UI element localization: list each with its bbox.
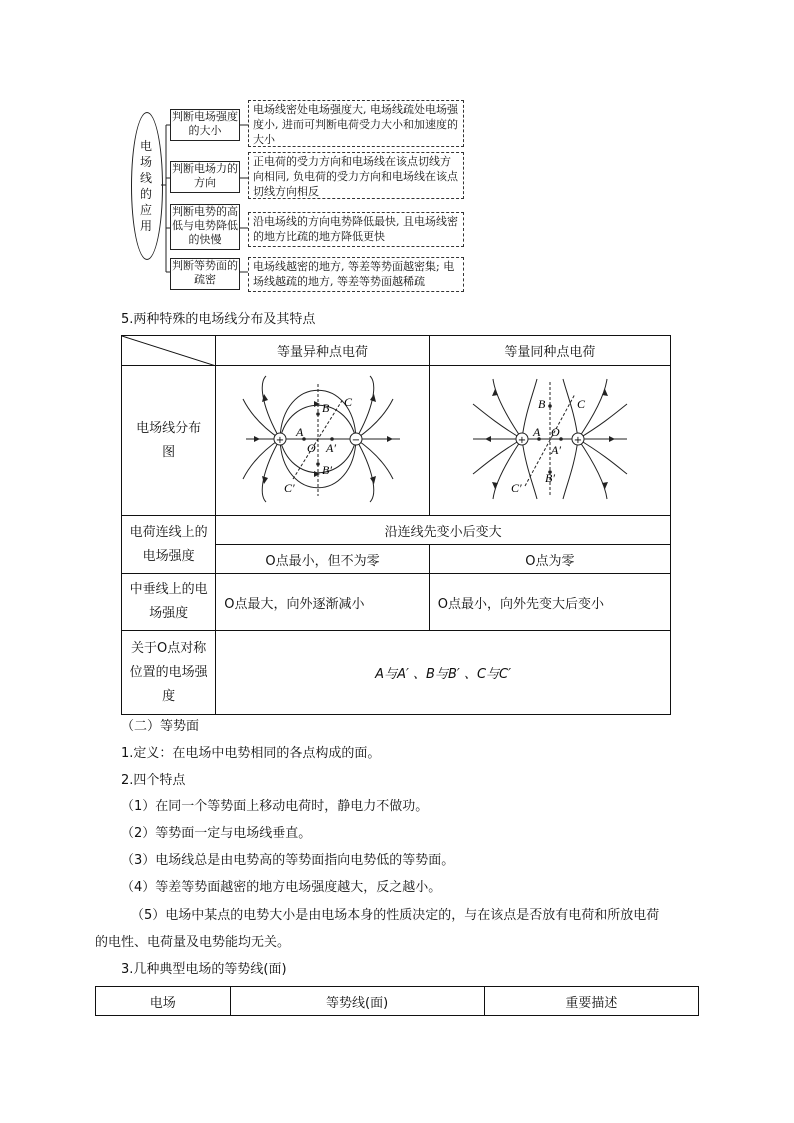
feature-2: （2）等势面一定与电场线垂直。 xyxy=(121,826,312,841)
diagram-opposite-cell xyxy=(216,366,430,516)
label-O: O xyxy=(306,440,316,455)
label-C-same: C xyxy=(576,396,585,411)
label-plus: + xyxy=(275,434,284,446)
section5-title: 5.两种特殊的电场线分布及其特点 xyxy=(121,312,316,327)
label-B-prime-same: B′ xyxy=(544,470,555,485)
row-label-diagram: 电场线分布图 xyxy=(122,366,216,516)
label-B-same: B xyxy=(537,396,546,411)
label-A-prime-same: A′ xyxy=(550,442,561,457)
feature-5-line2: 的电性、电荷量及电势能均无关。 xyxy=(95,935,291,950)
concept-item-2-label: 判断电场力的方向 xyxy=(170,161,240,193)
concept-item-1-label: 判断电场强度的大小 xyxy=(170,109,240,141)
table2-header-equipotential: 等势线(面) xyxy=(230,987,484,1016)
concept-item-3-label: 判断电势的高低与电势降低的快慢 xyxy=(170,204,240,250)
concept-item-3-desc: 沿电场线的方向电势降低最快, 且电场线密的地方比疏的地方降低更快 xyxy=(248,212,464,247)
label-C: C xyxy=(343,394,352,409)
label-O-same: O xyxy=(550,424,560,439)
concept-item-4-label: 判断等势面的疏密 xyxy=(170,258,240,290)
label-B-prime: B′ xyxy=(321,462,332,477)
label-plus-left: + xyxy=(517,434,527,446)
perp-same-text: O点最小，向外先变大后变小 xyxy=(429,574,670,631)
sym-text: A与A′ 、B与B′ 、C与C′ xyxy=(216,631,671,715)
line-same-text: O点为零 xyxy=(429,545,670,574)
label-C-prime: C′ xyxy=(283,480,295,495)
concept-item-4-desc: 电场线越密的地方, 等差等势面越密集; 电场线越疏的地方, 等差等势面越稀疏 xyxy=(248,257,464,292)
section2-features-title: 2.四个特点 xyxy=(121,773,186,788)
section2-heading: （二）等势面 xyxy=(121,719,200,734)
line-opposite-text: O点最小，但不为零 xyxy=(216,545,430,574)
label-C-prime-same: C′ xyxy=(510,480,522,495)
feature-1: （1）在同一个等势面上移动电荷时，静电力不做功。 xyxy=(121,799,429,814)
row-label-line: 电荷连线上的电场强度 xyxy=(122,516,216,574)
equipotential-table xyxy=(95,986,699,1016)
row-label-sym: 关于O点对称位置的电场强度 xyxy=(122,631,216,715)
label-A-prime: A′ xyxy=(325,440,336,455)
concept-item-2-desc: 正电荷的受力方向和电场线在该点切线方向相同, 负电荷的受力方向和电场线在该点切线方向相反 xyxy=(248,152,464,199)
perp-opposite-text: O点最大，向外逐渐减小 xyxy=(216,574,430,631)
concept-item-1-desc: 电场线密处电场强度大, 电场线疏处电场强度小, 进而可判断电荷受力大小和加速度的大小 xyxy=(248,100,464,147)
feature-5-line1: （5）电场中某点的电势大小是由电场本身的性质决定的，与在该点是否放有电荷和所放电荷 xyxy=(131,908,660,923)
section3-title: 3.几种典型电场的等势线(面) xyxy=(121,962,287,977)
corner-diagonal xyxy=(122,336,216,366)
row-label-perp: 中垂线上的电场强度 xyxy=(122,574,216,631)
field-line-table xyxy=(121,335,671,715)
table2-header-description: 重要描述 xyxy=(484,987,698,1016)
label-A-same: A xyxy=(532,424,541,439)
table2-header-field: 电场 xyxy=(96,987,231,1016)
feature-3: （3）电场线总是由电势高的等势面指向电势低的等势面。 xyxy=(121,853,455,868)
opposite-charges-diagram xyxy=(238,374,408,504)
col-header-same: 等量同种点电荷 xyxy=(429,336,670,366)
col-header-opposite: 等量异种点电荷 xyxy=(216,336,430,366)
table1-corner xyxy=(122,336,216,366)
feature-4: （4）等差等势面越密的地方电场强度越大，反之越小。 xyxy=(121,880,442,895)
diagram-same-cell xyxy=(429,366,670,516)
section2-definition: 1.定义：在电场中电势相同的各点构成的面。 xyxy=(121,746,381,761)
label-B: B xyxy=(321,400,329,415)
label-minus: − xyxy=(351,434,360,446)
concept-root-label: 电场线的应用 xyxy=(139,139,152,233)
same-charges-diagram xyxy=(465,374,635,504)
label-plus-right: + xyxy=(573,434,583,446)
label-A: A xyxy=(295,424,303,439)
line-common-text: 沿连线先变小后变大 xyxy=(216,516,671,545)
concept-connectors xyxy=(0,0,794,300)
